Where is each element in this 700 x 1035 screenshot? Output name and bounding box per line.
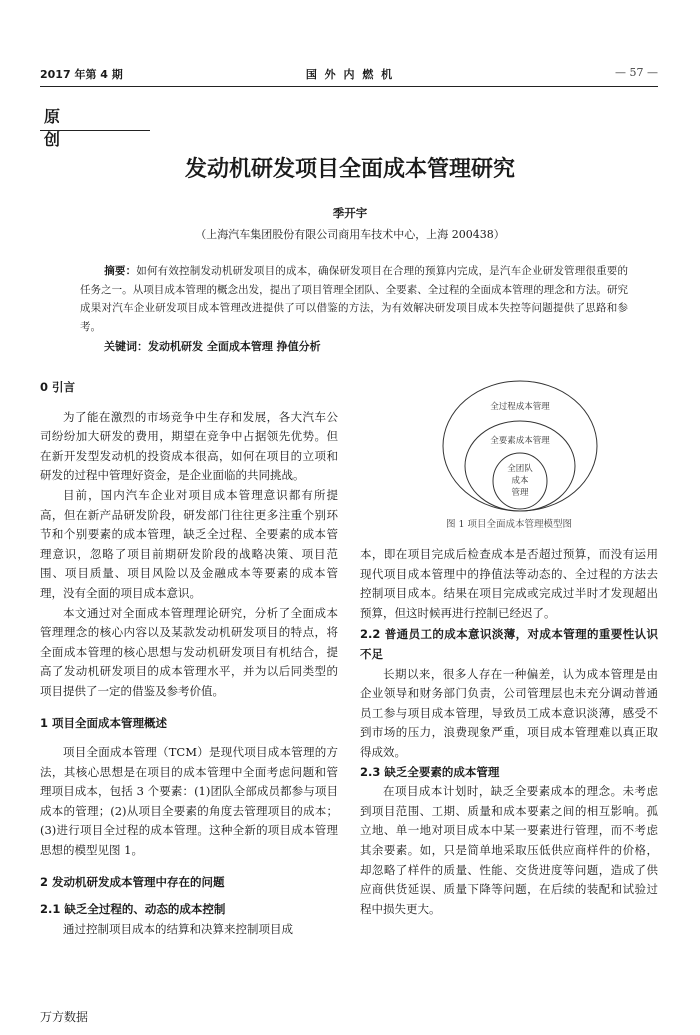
paragraph: 通过控制项目成本的结算和决算来控制项目成 [63, 921, 293, 936]
issue-label: 2017 年第 4 期 [40, 68, 123, 81]
heading-section-1: 1 项目全面成本管理概述 [40, 715, 168, 730]
watermark-text: 万方数据 [40, 1010, 89, 1024]
inner-label-3: 管理 [511, 488, 529, 498]
header-rule [40, 86, 658, 87]
paragraph: 长期以来，很多人存在一种偏差，认为成本管理是由企业领导和财务部门负责，公司管理层也未充分调动普通员工参与项目成本管理，导致员工成本意识淡薄，感受不到市场的压力，浪费现象严重，项目成本管理难以真正取得成效。 [360, 666, 658, 759]
paragraph: 在项目成本计划时，缺乏全要素成本的理念。未考虑到项目范围、工期、质量和成本要素之间的相互影响。孤立地、单一地对项目成本中某一要素进行管理，而不考虑其余要素。如，只是简单地采取压低供应商样件的价格，却忽略了样件的质量、性能、交货进度等问题，造成了供应商供货延误、质量下降等问题，在后续的装配和试验过程中损失更大。 [360, 784, 658, 916]
figure-1-diagram [430, 378, 610, 528]
heading-section-2-3: 2.3 缺乏全要素的成本管理 [360, 764, 500, 779]
paragraph: 本，即在项目完成后检查成本是否超过预算，而没有运用现代项目成本管理中的挣值法等动态的、全过程的方法去控制项目成本。结果在项目完成或完成过半时才发现超出预算，但这时候再进行控制已经迟了。 [360, 547, 658, 620]
heading-section-2: 2 发动机研发成本管理中存在的问题 [40, 874, 225, 889]
paragraph: 为了能在激烈的市场竞争中生存和发展，各大汽车公司纷纷加大研发的费用，期望在竞争中占据领先优势。但在新开发型发动机的投资成本很高，如何在项目的立项和研发的过程中管理好资金，是企业面临的共同挑战。 [40, 409, 338, 483]
abstract-text: 如何有效控制发动机研发项目的成本，确保研发项目在合理的预算内完成，是汽车企业研发管理很重要的任务之一。从项目成本管理的概念出发，提出了项目管理全团队、全要素、全过程的全面成本管理的理念和方法。研究成果对汽车企业研发项目成本管理改进提供了可以借鉴的方法，为有效解决研发项目成本失控等问题提供了思路和参考。 [80, 265, 629, 333]
section-tag-underline [40, 130, 150, 131]
paragraph: 目前，国内汽车企业对项目成本管理意识都有所提高，但在新产品研发阶段，研发部门往往更多注重个别环节和个别要素的成本管理，缺乏全过程、全要素的成本管理意识，忽略了项目前期研发阶段的战略决策、项目范围、项目质量、项目风险以及金融成本等要素的成本管理，没有全面的项目成本意识。 [40, 487, 338, 600]
heading-intro: 0 引言 [40, 380, 76, 394]
article-title: 发动机研发项目全面成本管理研究 [184, 157, 515, 182]
right-column [360, 545, 658, 919]
page-number: — 57 — [615, 66, 658, 79]
section-tag-text: 原 创 [44, 107, 89, 149]
inner-label-1: 全团队 [507, 464, 533, 474]
keywords-label: 关键词： [104, 340, 148, 353]
heading-section-2-1: 2.1 缺乏全过程的、动态的成本控制 [40, 902, 226, 917]
affiliation: （上海汽车集团股份有限公司商用车技术中心，上海 200438） [195, 228, 505, 241]
author: 季开宇 [332, 206, 368, 220]
middle-label: 全要素成本管理 [490, 436, 550, 446]
left-column [40, 378, 338, 939]
heading-section-2-2: 2.2 普通员工的成本意识淡薄，对成本管理的重要性认识不足 [360, 627, 658, 661]
inner-label-2: 成本 [511, 476, 529, 486]
section-tag [44, 104, 144, 150]
abstract-label: 摘要： [104, 265, 137, 277]
journal-name: 国 外 内 燃 机 [305, 68, 395, 81]
paragraph: 项目全面成本管理（TCM）是现代项目成本管理的方法，其核心思想是在项目的成本管理中全面考虑问题和管理项目成本，包括 3 个要素：(1)团队全部成员都参与项目成本的管理；(2)从项目全要素的角度去管理项目的成本；(3)进行项目全过程的成本管理。这种全新的项目成本管理思想的模型见图 1。 [40, 745, 338, 858]
outer-label: 全过程成本管理 [490, 402, 550, 412]
paragraph: 本文通过对全面成本管理理论研究，分析了全面成本管理理念的核心内容以及某款发动机研发项目的特点，将全面成本管理的核心思想与发动机研发项目有机结合，提高了发动机研发项目的成本管理水平，并为以后同类型的项目提供了一定的借鉴及参考价值。 [40, 605, 338, 698]
figure-1-caption: 图 1 项目全面成本管理模型图 [445, 519, 573, 530]
abstract [80, 262, 628, 336]
keywords [104, 338, 321, 354]
keywords-text: 发动机研发 全面成本管理 挣值分析 [148, 340, 321, 353]
